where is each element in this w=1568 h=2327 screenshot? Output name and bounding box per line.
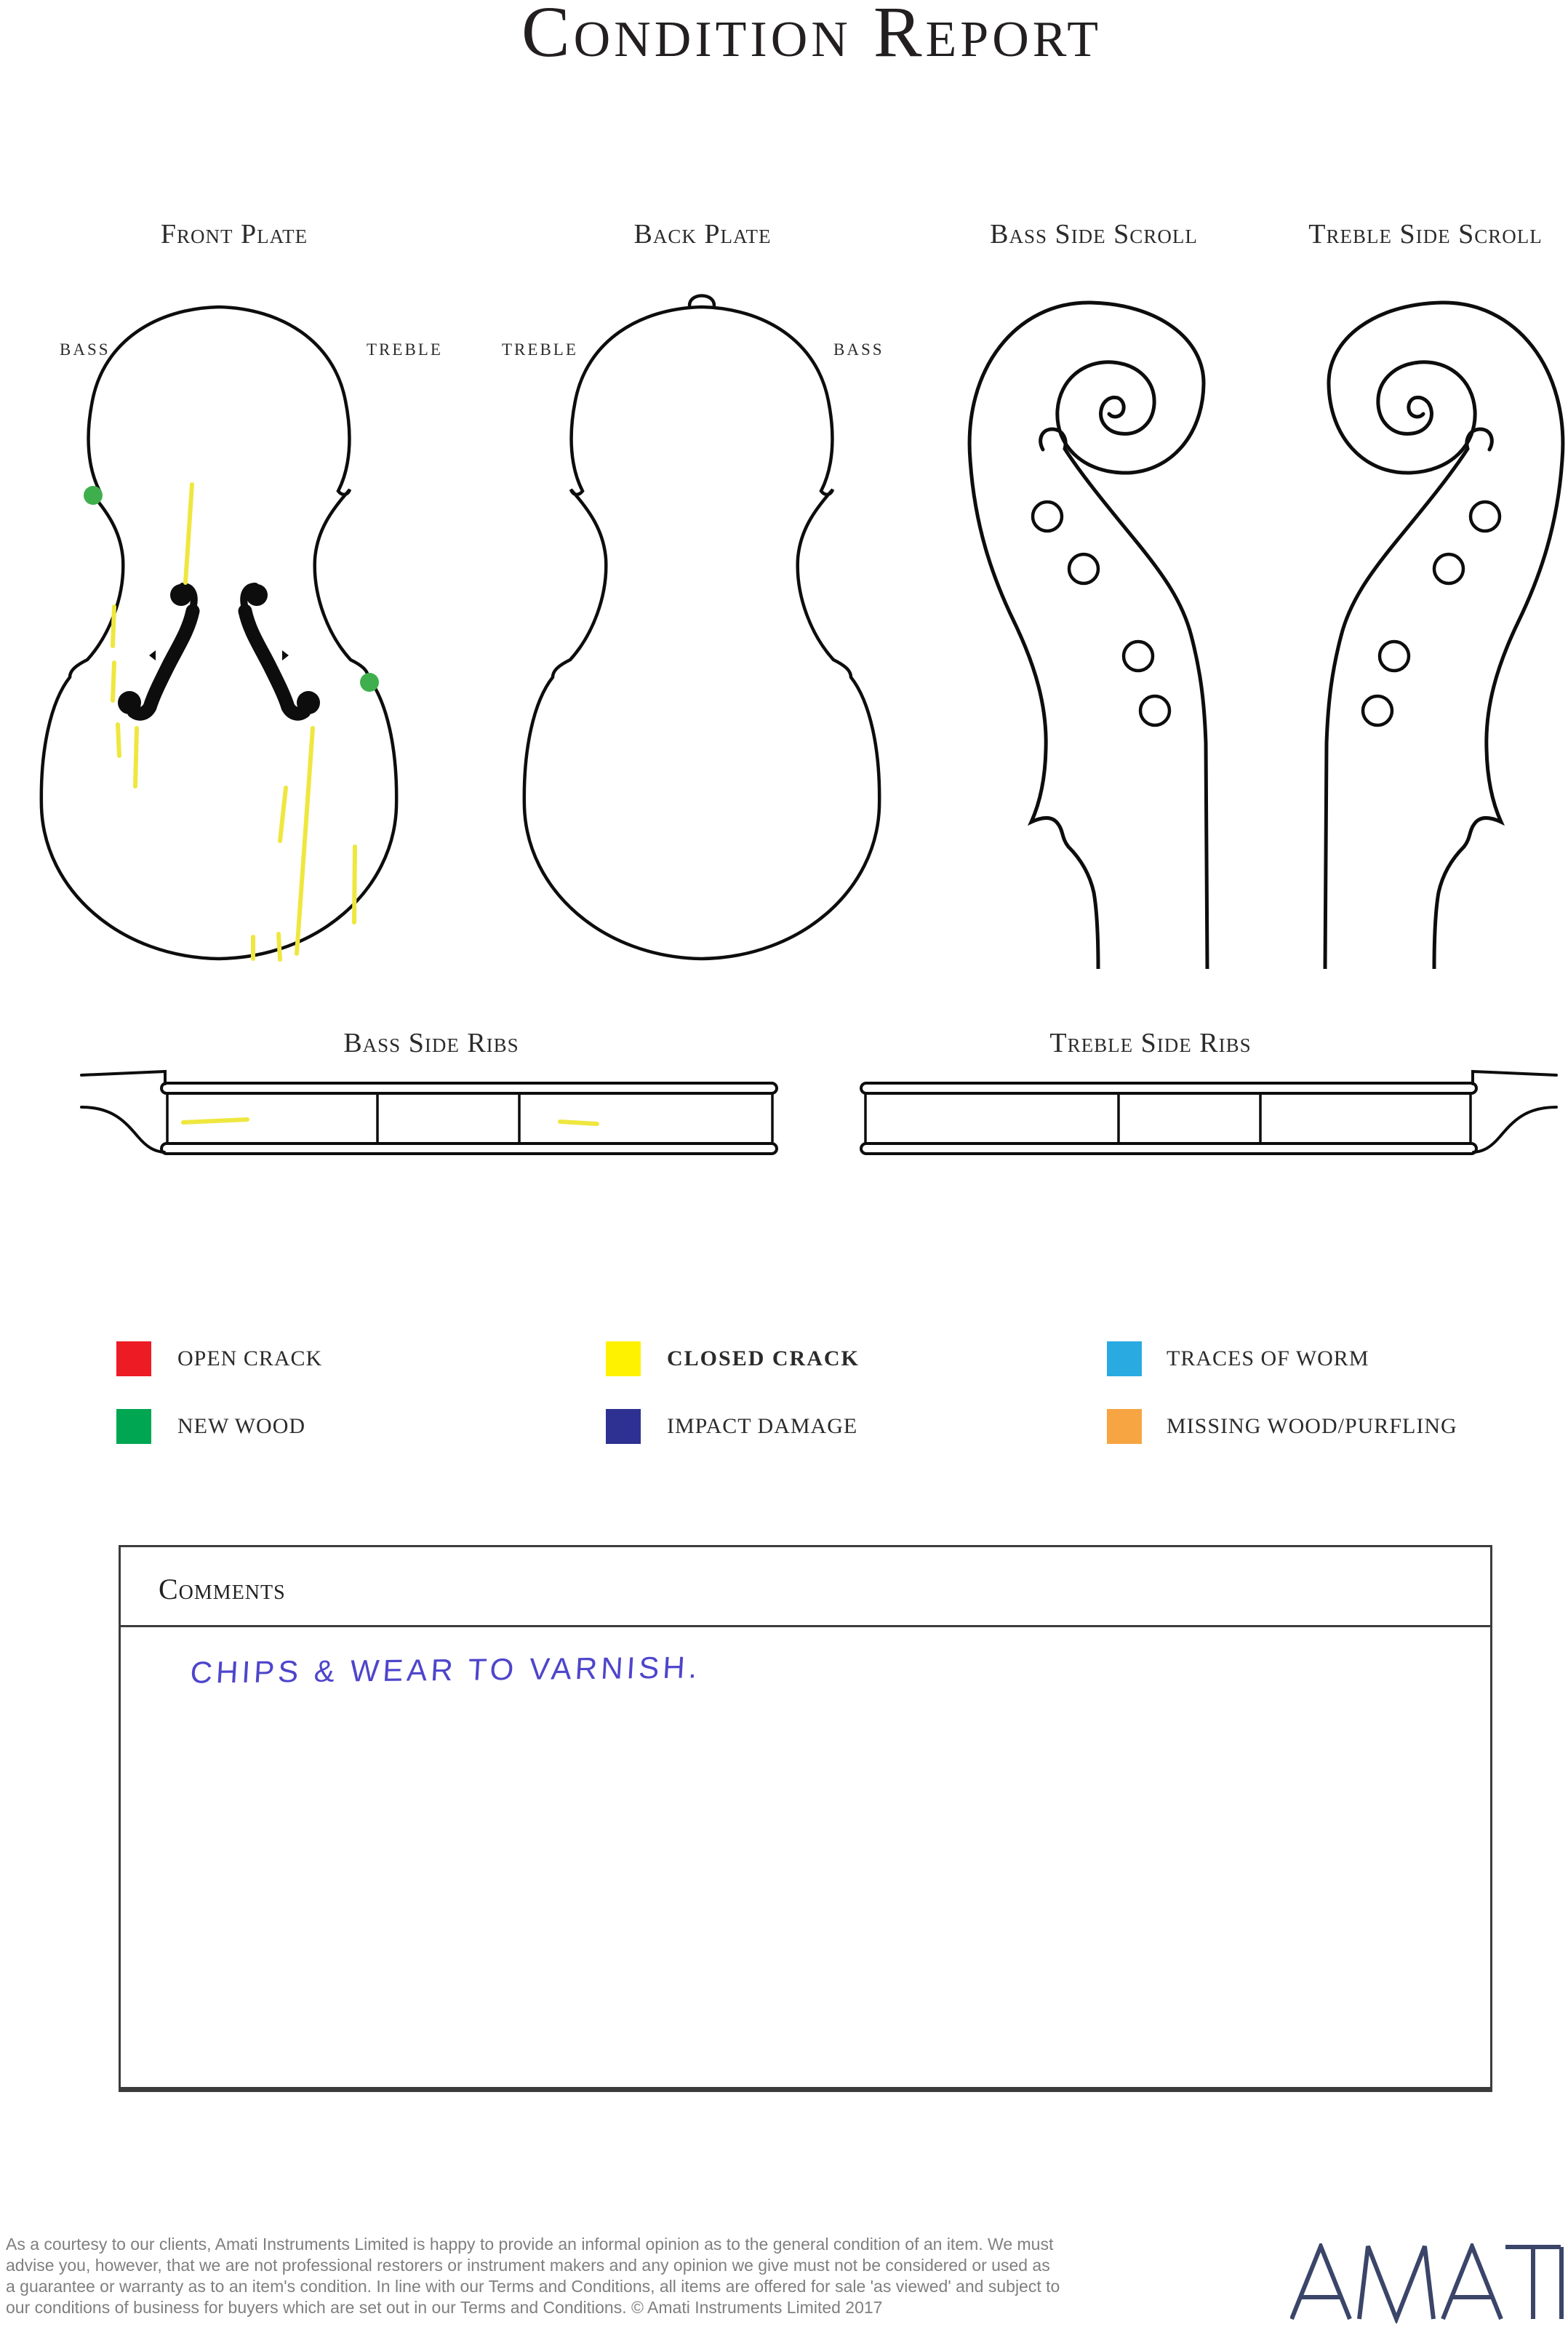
bottom-edge-rail <box>861 1143 1476 1154</box>
neck-top-line <box>1473 1071 1556 1084</box>
new-wood-swatch <box>116 1409 151 1444</box>
bottom-edge-rail <box>161 1143 777 1154</box>
peg-hole <box>1124 642 1153 671</box>
missing-wood-swatch <box>1107 1409 1142 1444</box>
scroll-left-outline <box>1434 460 1562 969</box>
treble-ribs-title: Treble Side Ribs <box>1049 1028 1252 1058</box>
bass-scroll-title: Bass Side Scroll <box>990 219 1198 250</box>
handwritten-comment: CHIPS & WEAR TO VARNISH. <box>189 1650 702 1690</box>
amati-logo <box>1290 2243 1564 2323</box>
peg-hole <box>1434 554 1463 583</box>
bass-scroll-diagram <box>967 278 1273 969</box>
peg-hole <box>1380 642 1409 671</box>
new-wood-mark <box>360 673 379 692</box>
back-plate-treble-label: TREBLE <box>502 340 578 359</box>
rib-band <box>167 1093 772 1143</box>
back-plate-title: Back Plate <box>633 219 772 250</box>
peg-hole <box>1033 502 1062 531</box>
closed-crack-label: CLOSED CRACK <box>667 1346 860 1370</box>
impact-damage-label: IMPACT DAMAGE <box>667 1414 858 1438</box>
front-plate-treble-label: TREBLE <box>367 340 443 359</box>
closed-crack-mark <box>279 934 280 959</box>
traces-of-worm-label: TRACES OF WORM <box>1167 1346 1369 1370</box>
back-plate-button <box>689 296 714 306</box>
peg-hole <box>1069 554 1098 583</box>
page-title: Condition Report <box>521 0 1103 72</box>
new-wood-label: NEW WOOD <box>177 1414 306 1438</box>
bass-ribs-title: Bass Side Ribs <box>343 1028 519 1058</box>
neck-heel-line <box>1473 1107 1556 1152</box>
scroll-spiral <box>969 303 1204 473</box>
scroll-left-outline <box>970 460 1098 969</box>
bass-ribs-damage-marks <box>183 1119 597 1124</box>
peg-hole <box>1363 696 1392 725</box>
bass-ribs-diagram <box>73 1062 785 1157</box>
open-crack-swatch <box>116 1341 151 1376</box>
closed-crack-mark <box>560 1122 597 1124</box>
treble-ribs-diagram <box>852 1062 1565 1157</box>
closed-crack-mark <box>113 607 114 646</box>
closed-crack-mark <box>183 1119 247 1122</box>
open-crack-label: OPEN CRACK <box>177 1346 323 1370</box>
top-edge-rail <box>161 1083 777 1093</box>
back-plate-diagram <box>520 287 884 962</box>
comments-box <box>119 1545 1492 2092</box>
scroll-inner-line <box>1325 429 1492 969</box>
scroll-inner-line <box>1041 429 1207 969</box>
traces-of-worm-swatch <box>1107 1341 1142 1376</box>
back-plate-bass-label: BASS <box>833 340 884 359</box>
treble-scroll-diagram <box>1260 278 1565 969</box>
closed-crack-mark <box>135 728 137 786</box>
front-plate-bass-label: BASS <box>60 340 111 359</box>
new-wood-mark <box>84 486 103 505</box>
closed-crack-mark <box>354 847 355 922</box>
closed-crack-mark <box>118 725 119 756</box>
impact-damage-swatch <box>606 1409 641 1444</box>
missing-wood-label: MISSING WOOD/PURFLING <box>1167 1414 1457 1438</box>
rib-band <box>865 1093 1471 1143</box>
closed-crack-swatch <box>606 1341 641 1376</box>
top-edge-rail <box>861 1083 1476 1093</box>
disclaimer-text: As a courtesy to our clients, Amati Instruments Limited is happy to provide an informal opinion as to the general condition of an item. We must advise you, however, that we are not professional restorers or instrument makers and any opinion we give must not be considered or used as a guarantee or warranty as to an item's condition. In line with our Terms and Conditions, all items are offered for sale 'as viewed' and subject to our conditions of business for buyers which are set out in our Terms and Conditions. © Amati Instruments Limited 2017 <box>6 2235 1060 2317</box>
peg-hole <box>1471 502 1500 531</box>
neck-heel-line <box>81 1107 164 1152</box>
front-plate-title: Front Plate <box>160 219 308 250</box>
comments-header: Comments <box>121 1547 1490 1627</box>
front-plate-diagram <box>37 287 401 962</box>
neck-top-line <box>81 1071 165 1084</box>
closed-crack-mark <box>113 663 114 701</box>
peg-hole <box>1140 696 1169 725</box>
scroll-spiral <box>1329 303 1563 473</box>
treble-scroll-title: Treble Side Scroll <box>1308 219 1543 250</box>
